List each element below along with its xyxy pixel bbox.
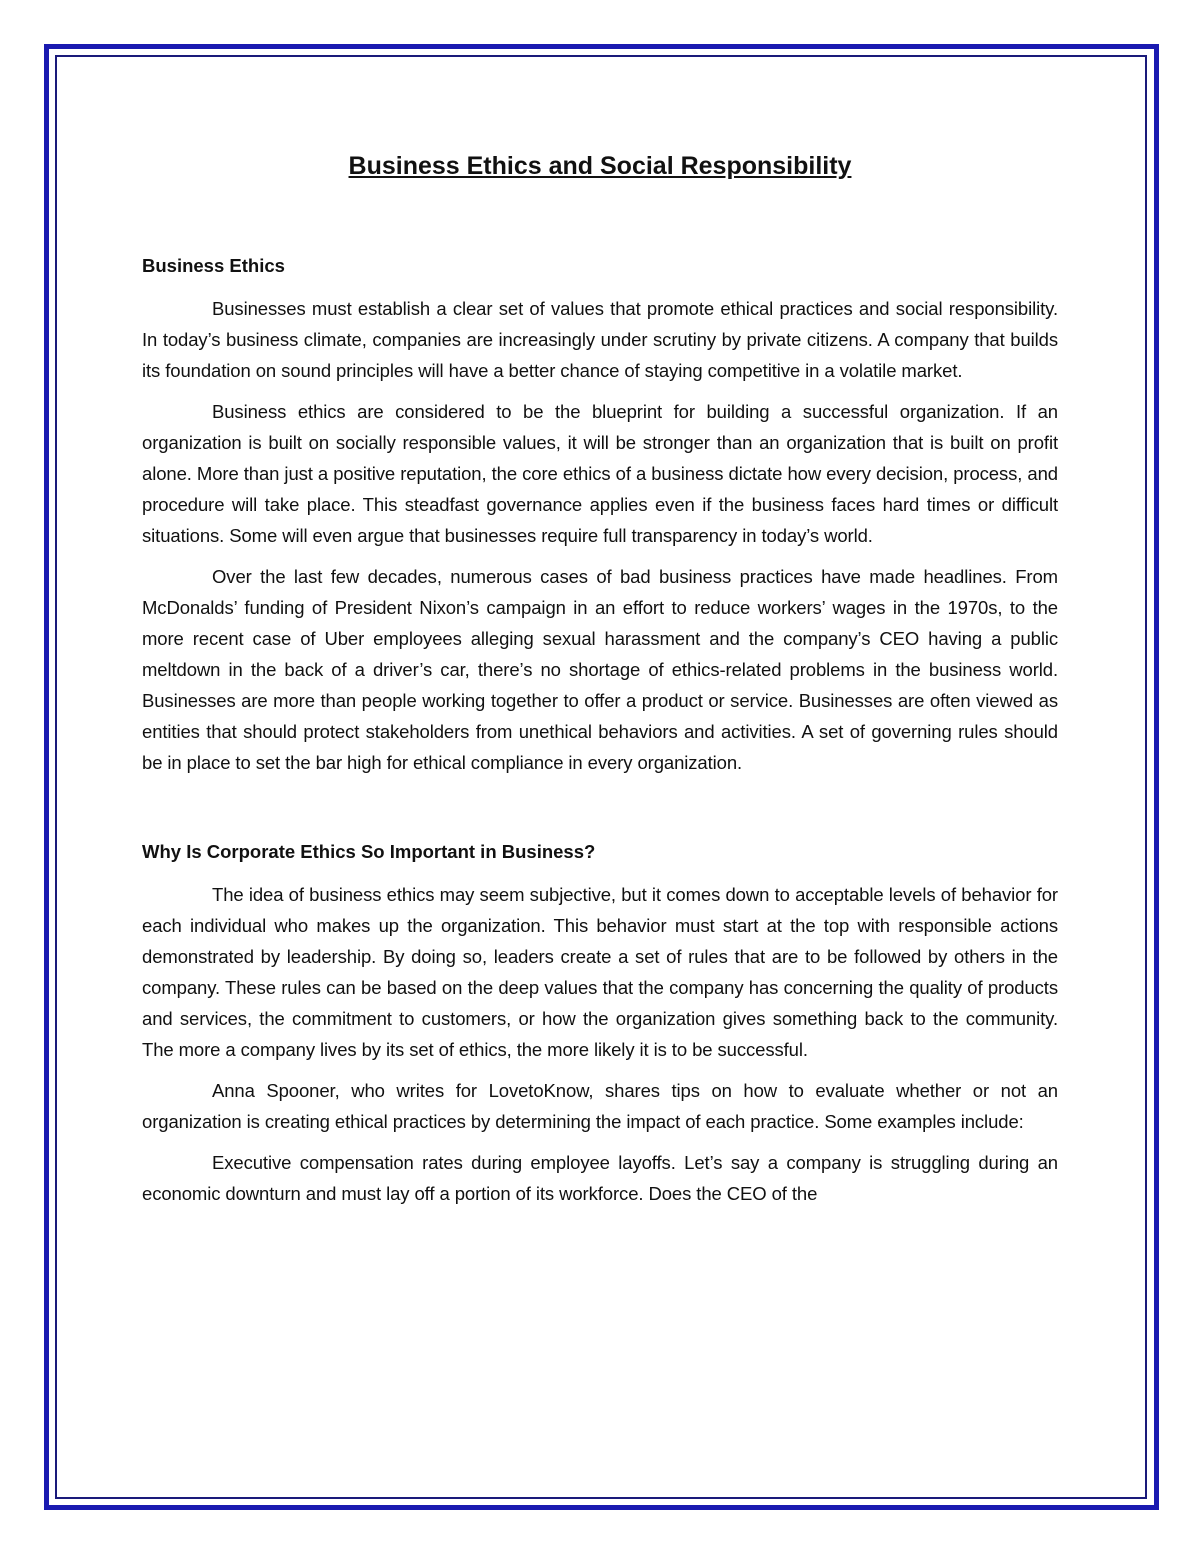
- section-heading-corporate-ethics: Why Is Corporate Ethics So Important in Business?: [142, 841, 596, 862]
- paragraph: The idea of business ethics may seem subjective, but it comes down to acceptable levels of behavior for each individual who makes up the organization. This behavior must start at the top with responsible actions demonstrated by leadership. By doing so, leaders create a set of rules that are to be followed by others in the company. These rules can be based on the deep values that the company has concerning the quality of products and services, the commitment to customers, or how the organization gives something back to the community. The more a company lives by its set of ethics, the more likely it is to be successful.: [142, 884, 1058, 1060]
- paragraph: Executive compensation rates during employee layoffs. Let’s say a company is struggling during an economic downturn and must lay off a portion of its workforce. Does the CEO of the: [142, 1152, 1058, 1204]
- document-title: Business Ethics and Social Responsibility: [348, 152, 852, 180]
- paragraph: Businesses must establish a clear set of values that promote ethical practices and social responsibility. In today’s business climate, companies are increasingly under scrutiny by private citizens. A company that builds its foundation on sound principles will have a better chance of staying competitive in a volatile market.: [142, 298, 1058, 381]
- paragraph: Business ethics are considered to be the blueprint for building a successful organization. If an organization is built on socially responsible values, it will be stronger than an organization that is built on profit alone. More than just a positive reputation, the core ethics of a business dictate how every decision, process, and procedure will take place. This steadfast governance applies even if the business faces hard times or difficult situations. Some will even argue that businesses require full transparency in today’s world.: [142, 401, 1058, 546]
- section-heading-business-ethics: Business Ethics: [142, 255, 285, 276]
- paragraph: Over the last few decades, numerous cases of bad business practices have made headlines. From McDonalds’ funding of President Nixon’s campaign in an effort to reduce workers’ wages in the 1970s, to the more recent case of Uber employees alleging sexual harassment and the company’s CEO having a public meltdown in the back of a driver’s car, there’s no shortage of ethics-related problems in the business world. Businesses are more than people working together to offer a product or service. Businesses are often viewed as entities that should protect stakeholders from unethical behaviors and activities. A set of governing rules should be in place to set the bar high for ethical compliance in every organization.: [142, 566, 1058, 773]
- paragraph: Anna Spooner, who writes for LovetoKnow, shares tips on how to evaluate whether or not an organization is creating ethical practices by determining the impact of each practice. Some examples include:: [142, 1080, 1058, 1132]
- document-body: [142, 140, 1058, 1219]
